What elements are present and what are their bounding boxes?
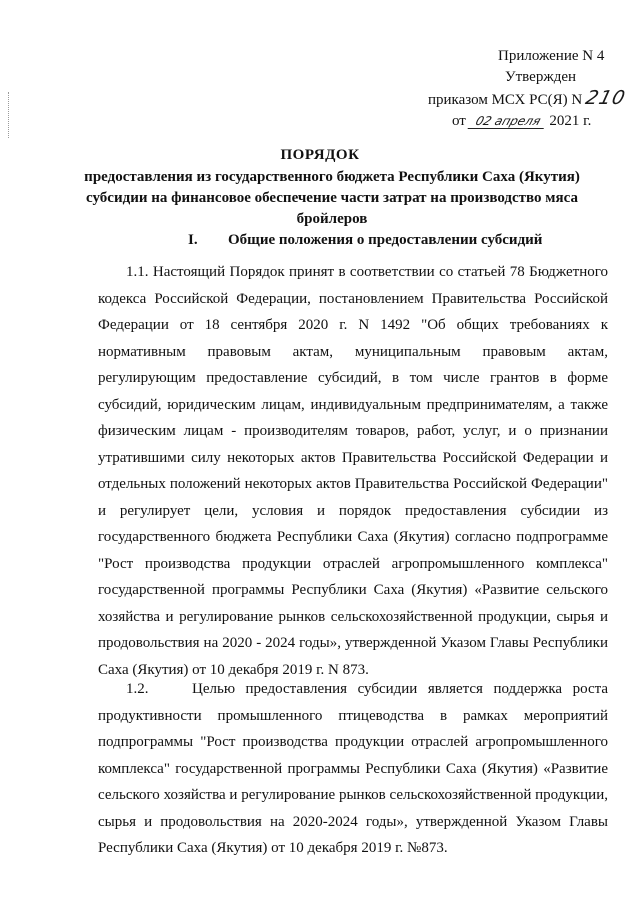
handwritten-date: 02 апреля [467, 114, 548, 129]
order-line [428, 88, 633, 111]
paragraph-1-2-text: Целью предоставления субсидии является поддержка роста продуктивности промышленного птицеводства в рамках мероприятий подпрограммы "Рост производства продукции отраслей агропромышленного комплекса" государственной программы Республики Саха (Якутия) «Развитие сельского хозяйства и регулирование рынков сельскохозяйственной продукции, сырья и продовольствия на 2020-2024 годы», утвержденной Указом Главы Республики Саха (Якутия) от 10 декабря 2019 г. №873. [98, 681, 608, 856]
approval-block [428, 46, 633, 132]
document-subtitle: предоставления из государственного бюджета Республики Саха (Якутия) субсидии на финансовое обеспечение части затрат на производство мяса бройлеров [84, 169, 580, 227]
appendix-label: Приложение N 4 [498, 48, 605, 64]
section-heading [188, 232, 542, 249]
section-title: Общие положения о предоставлении субсидий [228, 232, 543, 248]
document-title: ПОРЯДОК [280, 147, 360, 163]
paragraph-1-2 [98, 676, 608, 862]
date-prefix: от [452, 113, 466, 129]
margin-mark [8, 92, 9, 138]
handwritten-order-number: 210 [583, 87, 629, 109]
paragraph-1-1: 1.1. Настоящий Порядок принят в соответствии со статьей 78 Бюджетного кодекса Российской Федерации, постановлением Правительства Российской Федерации от 18 сентября 2020 г. N 1492 "Об общих требованиях к нормативным правовым актам, муниципальным правовым актам, регулирующим предоставление субсидий, в том числе грантов в форме субсидий, юридическим лицам, индивидуальным предпринимателям, а также физическим лицам - производителям товаров, работ, услуг, и о признании утратившими силу некоторых актов Правительства Российской Федерации и отдельных положений некоторых актов Правительства Российской Федерации" и регулирует цели, условия и порядок предоставления субсидии из государственного бюджета Республики Саха (Якутия) согласно подпрограмме "Рост производства продукции отраслей агропромышленного комплекса" государственной программы Республики Саха (Якутия) «Развитие сельского хозяйства и регулирование рынков сельскохозяйственной продукции, сырья и продовольствия на 2020 - 2024 годы», утвержденной Указом Главы Республики Саха (Якутия) от 10 декабря 2019 г. N 873. [98, 264, 608, 678]
section-number: I. [188, 232, 198, 248]
date-year: 2021 г. [549, 113, 592, 129]
date-line [428, 111, 633, 132]
order-prefix: приказом МСХ РС(Я) N [428, 92, 583, 108]
approved-label: Утвержден [505, 69, 577, 85]
paragraph-number: 1.2. [126, 681, 149, 697]
